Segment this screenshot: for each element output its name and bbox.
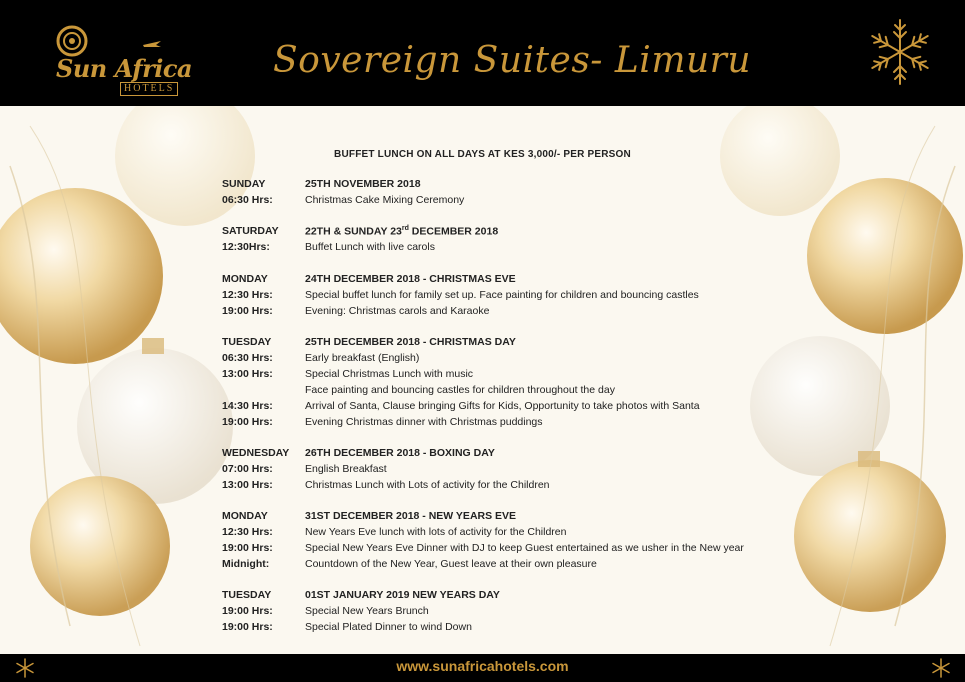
event-row [222,384,822,400]
day-row [222,589,822,605]
website-link[interactable]: www.sunafricahotels.com [396,658,569,674]
schedule-content [0,106,965,654]
event-text: Evening Christmas dinner with Christmas puddings [305,416,543,428]
page-title: Sovereign Suites- Limuru [273,40,752,81]
header-banner [0,0,965,106]
logo-hotels-text: HOTELS [120,82,178,96]
day-label: WEDNESDAY [222,447,290,459]
day-label: SUNDAY [222,178,266,190]
event-time: 12:30Hrs: [222,241,270,253]
footer-bar [0,654,965,682]
logo-brand-text: Sun Africa [56,54,193,83]
date-label: 31ST DECEMBER 2018 - NEW YEARS EVE [305,510,517,522]
date-label: 25TH DECEMBER 2018 - CHRISTMAS DAY [305,336,516,348]
event-row [222,305,822,321]
day-row [222,178,822,194]
schedule-section-sunday [222,178,822,210]
day-row [222,336,822,352]
event-row [222,463,822,479]
day-row [222,273,822,289]
date-label: 24TH DECEMBER 2018 - CHRISTMAS EVE [305,273,516,285]
event-text: Early breakfast (English) [305,352,420,364]
event-text: Countdown of the New Year, Guest leave at their own pleasure [305,558,597,570]
event-text: New Years Eve lunch with lots of activity for the Children [305,526,567,538]
sun-icon [52,24,102,58]
buffet-headline: BUFFET LUNCH ON ALL DAYS AT KES 3,000/- PER PERSON [334,149,631,160]
event-row [222,368,822,384]
day-label: TUESDAY [222,336,272,348]
event-row [222,416,822,432]
date-label: 01ST JANUARY 2019 NEW YEARS DAY [305,589,500,601]
event-time: 19:00 Hrs: [222,621,273,633]
event-row [222,558,822,574]
event-row [222,542,822,558]
event-row [222,289,822,305]
date-label: 25TH NOVEMBER 2018 [305,178,421,190]
event-time: 13:00 Hrs: [222,368,273,380]
event-time: 12:30 Hrs: [222,289,273,301]
day-label: SATURDAY [222,225,279,237]
event-time: 13:00 Hrs: [222,479,273,491]
event-time: 19:00 Hrs: [222,605,273,617]
schedule-section-saturday [222,225,822,257]
schedule-section-boxing-day [222,447,822,495]
sun-africa-logo [52,24,193,98]
date-label: 22TH & SUNDAY 23rd DECEMBER 2018 [305,225,499,238]
day-label: TUESDAY [222,589,272,601]
day-row [222,447,822,463]
event-time: 06:30 Hrs: [222,352,273,364]
event-time: 19:00 Hrs: [222,305,273,317]
day-label: MONDAY [222,273,268,285]
event-time: 12:30 Hrs: [222,526,273,538]
event-text: Special Plated Dinner to wind Down [305,621,472,633]
event-row [222,621,822,637]
snowflake-icon [930,657,952,679]
event-text: Special New Years Eve Dinner with DJ to keep Guest entertained as we usher in the New year [305,542,744,554]
event-time: 19:00 Hrs: [222,542,273,554]
date-label: 26TH DECEMBER 2018 - BOXING DAY [305,447,495,459]
event-time: 07:00 Hrs: [222,463,273,475]
event-text: Christmas Lunch with Lots of activity for the Children [305,479,550,491]
event-text: Face painting and bouncing castles for children throughout the day [305,384,615,396]
day-row [222,510,822,526]
event-row [222,352,822,368]
event-row [222,479,822,495]
day-row [222,225,822,241]
event-row [222,526,822,542]
schedule-section-new-years-eve [222,510,822,574]
snowflake-icon [862,14,938,90]
event-time: 14:30 Hrs: [222,400,273,412]
schedule-section-christmas-eve [222,273,822,321]
event-time: 06:30 Hrs: [222,194,273,206]
event-time: Midnight: [222,558,270,570]
event-text: Special Christmas Lunch with music [305,368,474,380]
event-time: 19:00 Hrs: [222,416,273,428]
plane-icon [142,38,162,50]
event-text: Special buffet lunch for family set up. Face painting for children and bouncing castles [305,289,699,301]
event-text: Special New Years Brunch [305,605,429,617]
day-label: MONDAY [222,510,268,522]
event-text: English Breakfast [305,463,387,475]
event-row [222,194,822,210]
schedule-section-new-years-day [222,589,822,637]
schedule-section-christmas-day [222,336,822,432]
event-text: Arrival of Santa, Clause bringing Gifts for Kids, Opportunity to take photos with Santa [305,400,700,412]
event-text: Evening: Christmas carols and Karaoke [305,305,490,317]
event-row [222,400,822,416]
event-text: Christmas Cake Mixing Ceremony [305,194,465,206]
event-row [222,605,822,621]
event-text: Buffet Lunch with live carols [305,241,435,253]
event-row [222,241,822,257]
